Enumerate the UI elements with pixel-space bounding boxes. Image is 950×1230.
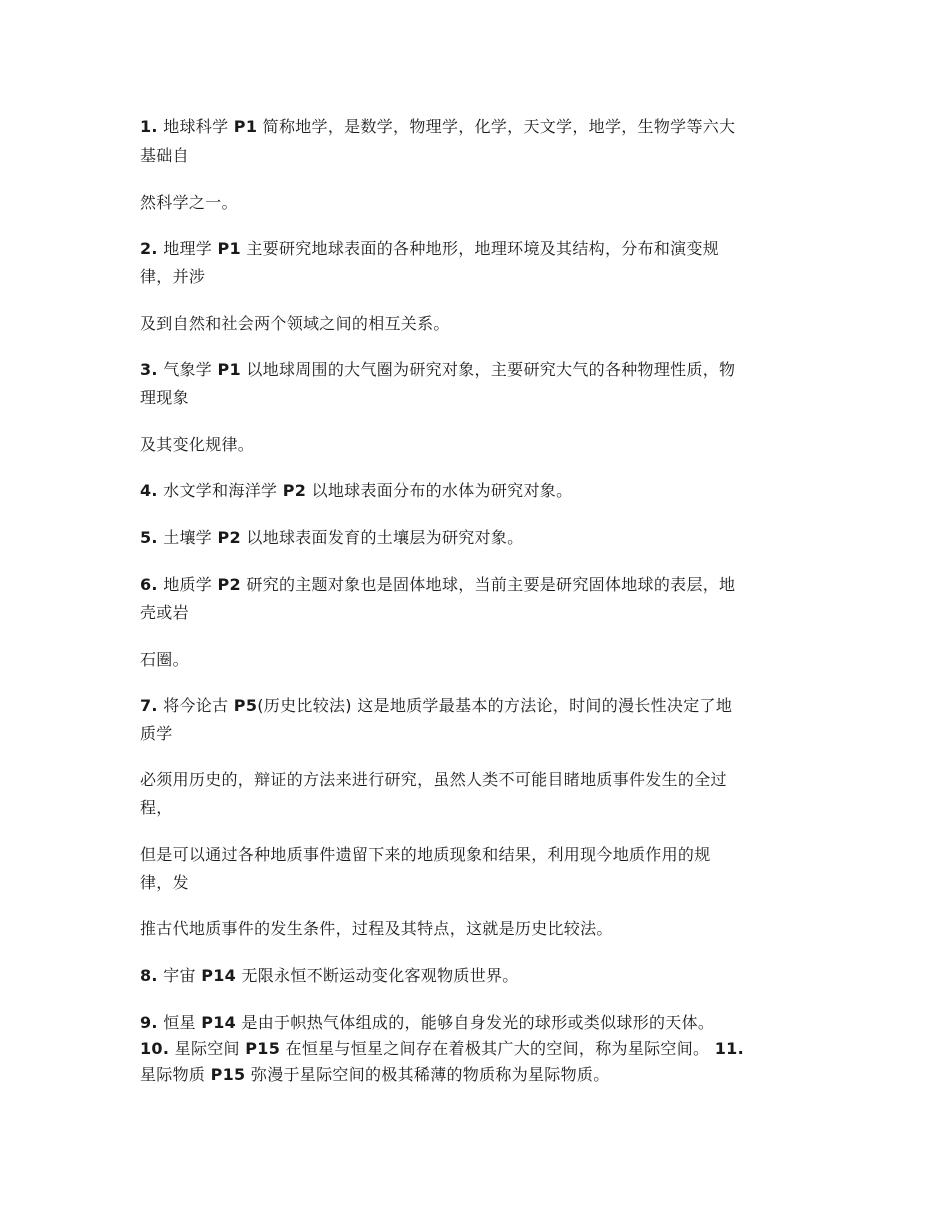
text-line-10 — [140, 481, 572, 501]
text-line-15 — [140, 696, 732, 716]
text-line-1 — [140, 117, 735, 137]
item-number: 5. — [140, 528, 158, 547]
item-text: 及到自然和社会两个领域之间的相互关系。 — [140, 314, 450, 333]
item-text: 在恒星与恒星之间存在着极其广大的空间，称为星际空间。 — [285, 1039, 710, 1058]
item-number: 1. — [140, 117, 158, 136]
text-line-14 — [140, 650, 189, 670]
item-page-ref: P14 — [201, 966, 237, 985]
item-page-ref: P14 — [201, 1013, 237, 1032]
item-number: 6. — [140, 575, 158, 594]
item-term: 恒星 — [163, 1013, 196, 1032]
item-text: 以地球表面分布的水体为研究对象。 — [311, 481, 573, 500]
text-line-19 — [140, 845, 711, 865]
text-line-21 — [140, 919, 613, 939]
text-line-4 — [140, 239, 719, 259]
text-line-6 — [140, 314, 450, 334]
item-term: 地质学 — [163, 575, 213, 594]
item-page-ref: P2 — [217, 575, 241, 594]
item-page-ref: P1 — [233, 117, 258, 136]
item-term: 星际物质 — [140, 1065, 206, 1084]
text-line-8 — [140, 388, 189, 408]
item-number: 7. — [140, 696, 158, 715]
item-page-ref: P15 — [245, 1039, 281, 1058]
item-text: 理现象 — [140, 388, 189, 407]
text-line-9 — [140, 435, 254, 455]
text-line-22 — [140, 966, 519, 986]
item-text: 无限永恒不断运动变化客观物质世界。 — [241, 966, 519, 985]
item-page-ref: P1 — [217, 239, 241, 258]
item-text: 弥漫于星际空间的极其稀薄的物质称为星际物质。 — [250, 1065, 610, 1084]
item-page-ref: P15 — [210, 1065, 246, 1084]
item-text: 程， — [140, 798, 173, 817]
text-line-13 — [140, 603, 189, 623]
item-number-next: 11. — [714, 1039, 744, 1058]
item-number: 10. — [140, 1039, 170, 1058]
text-line-12 — [140, 575, 735, 595]
item-page-ref: P2 — [282, 481, 307, 500]
text-line-7 — [140, 360, 735, 380]
item-text: 质学 — [140, 724, 173, 743]
text-line-2 — [140, 146, 189, 166]
item-text: 律，发 — [140, 873, 189, 892]
text-line-17 — [140, 770, 727, 790]
text-line-24 — [140, 1039, 744, 1059]
text-line-23 — [140, 1013, 714, 1033]
item-text: 但是可以通过各种地质事件遗留下来的地质现象和结果，利用现今地质作用的规 — [140, 845, 711, 864]
item-number: 8. — [140, 966, 158, 985]
item-text: 壳或岩 — [140, 603, 189, 622]
item-page-ref: P5 — [233, 696, 258, 715]
item-text: 然科学之一。 — [140, 193, 238, 212]
item-term: 土壤学 — [163, 528, 213, 547]
item-term: 星际空间 — [174, 1039, 240, 1058]
item-text: 基础自 — [140, 146, 189, 165]
text-line-3 — [140, 193, 238, 213]
item-term: 地理学 — [163, 239, 213, 258]
item-term: 宇宙 — [163, 966, 196, 985]
text-line-16 — [140, 724, 173, 744]
item-text: 主要研究地球表面的各种地形，地理环境及其结构，分布和演变规 — [246, 239, 720, 258]
text-line-5 — [140, 267, 205, 287]
text-line-25 — [140, 1065, 610, 1085]
item-term: 地球科学 — [163, 117, 229, 136]
item-number: 2. — [140, 239, 158, 258]
text-line-20 — [140, 873, 189, 893]
item-text: 及其变化规律。 — [140, 435, 255, 454]
item-term: 气象学 — [163, 360, 213, 379]
item-text: 必须用历史的，辩证的方法来进行研究，虽然人类不可能目睹地质事件发生的全过 — [140, 770, 727, 789]
item-page-ref: P2 — [217, 528, 241, 547]
item-text: 以地球表面发育的土壤层为研究对象。 — [246, 528, 524, 547]
item-number: 4. — [140, 481, 158, 500]
text-line-18 — [140, 798, 173, 818]
item-term: 将今论古 — [163, 696, 229, 715]
item-page-ref: P1 — [217, 360, 241, 379]
item-text: (历史比较法) 这是地质学最基本的方法论，时间的漫长性决定了地 — [257, 696, 733, 715]
item-number: 9. — [140, 1013, 158, 1032]
item-number: 3. — [140, 360, 158, 379]
item-text: 是由于帜热气体组成的，能够自身发光的球形或类似球形的天体。 — [241, 1013, 715, 1032]
item-text: 推古代地质事件的发生条件，过程及其特点，这就是历史比较法。 — [140, 919, 613, 938]
item-text: 简称地学，是数学，物理学，化学，天文学，地学，生物学等六大 — [262, 117, 736, 136]
item-text: 律，并涉 — [140, 267, 206, 286]
item-text: 石圈。 — [140, 650, 189, 669]
item-text: 研究的主题对象也是固体地球，当前主要是研究固体地球的表层，地 — [246, 575, 736, 594]
text-line-11 — [140, 528, 523, 548]
item-text: 以地球周围的大气圈为研究对象，主要研究大气的各种物理性质，物 — [246, 360, 736, 379]
item-term: 水文学和海洋学 — [163, 481, 278, 500]
